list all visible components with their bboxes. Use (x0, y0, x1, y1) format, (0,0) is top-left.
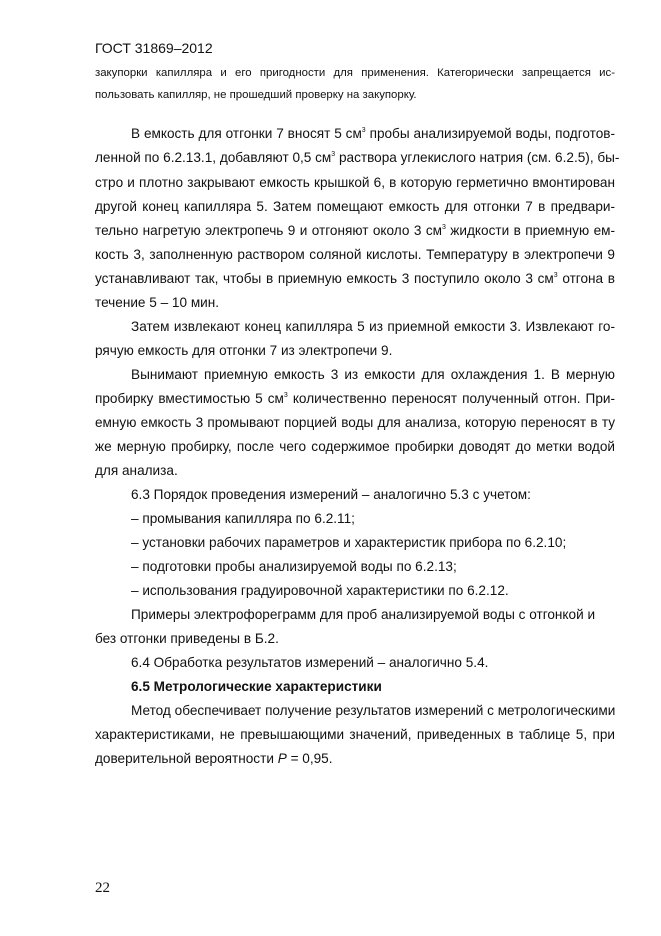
p3-line-5: для анализа. (95, 463, 178, 478)
p1-line-1: В емкость для отгонки 7 вносят 5 $см^3$ пробы анализируемой воды, подготов- (131, 126, 616, 141)
list-item: – подготовки пробы анализируемой воды по 6.2.13; (131, 559, 457, 574)
p1-line-5: тельно нагретую электропечь 9 и отгоняют около 3 $см^3$ жидкости в приемную ем- (95, 223, 615, 238)
intro-line-1: закупорки капилляра и его пригодности для применения. Категорически запрещается ис- (95, 67, 615, 79)
p1-line-2: ленной по 6.2.13.1, добавляют 0,5 $см^3$ раствора углекислого натрия (см. 6.2.5), бы- (95, 150, 620, 165)
p1-line-4: другой конец капилляра 5. Затем помещают емкость для отгонки 7 в предвари- (95, 199, 615, 214)
p3-line-2: пробирку вместимостью 5 $см^3$ количественно переносят полученный отгон. При- (95, 391, 615, 406)
list-item: – промывания капилляра по 6.2.11; (131, 511, 355, 526)
p1-line-6: кость 3, заполненную раствором соляной кислоты. Температуру в электропечи 9 (95, 247, 615, 262)
list-item: – установки рабочих параметров и характеристик прибора по 6.2.10; (131, 535, 567, 550)
p3-line-3: емную емкость 3 промывают порцией воды для анализа, которую переносят в ту (95, 415, 615, 430)
p1-line-7: устанавливают так, чтобы в приемную емкость 3 поступило около 3 $см^3$ отгона в (95, 271, 615, 286)
section-6-4: 6.4 Обработка результатов измерений – аналогично 5.4. (131, 655, 489, 670)
intro-line-2: пользовать капилляр, не прошедший проверку на закупорку. (95, 89, 417, 101)
p1-line-3: стро и плотно закрывают емкость крышкой 6, в которую герметично вмонтирован (95, 175, 615, 190)
examples-line-2: без отгонки приведены в Б.2. (95, 631, 279, 646)
p2-line-2: рячую емкость для отгонки 7 из электропечи 9. (95, 343, 393, 358)
p1-line-8: течение 5 – 10 мин. (95, 295, 220, 310)
final-line-2: характеристиками, не превышающими значений, приведенных в таблице 5, при (95, 727, 615, 742)
p2-line-1: Затем извлекают конец капилляра 5 из приемной емкости 3. Извлекают го- (131, 319, 615, 334)
examples-line-1: Примеры электрофореграмм для проб анализируемой воды с отгонкой и (131, 607, 596, 622)
p3-line-1: Вынимают приемную емкость 3 из емкости для охлаждения 1. В мерную (131, 367, 615, 382)
final-line-3: доверительной вероятности P = 0,95. (95, 751, 333, 766)
section-6-3: 6.3 Порядок проведения измерений – аналогично 5.3 с учетом: (131, 487, 531, 502)
document-header: ГОСТ 31869–2012 (95, 40, 213, 56)
page-number: 22 (95, 880, 110, 896)
section-6-5-heading: 6.5 Метрологические характеристики (131, 679, 382, 694)
final-line-1: Метод обеспечивает получение результатов измерений с метрологическими (131, 703, 616, 718)
p3-line-4: же мерную пробирку, после чего содержимое пробирки доводят до метки водой (95, 439, 615, 454)
list-item: – использования градуировочной характеристики по 6.2.12. (131, 583, 509, 598)
